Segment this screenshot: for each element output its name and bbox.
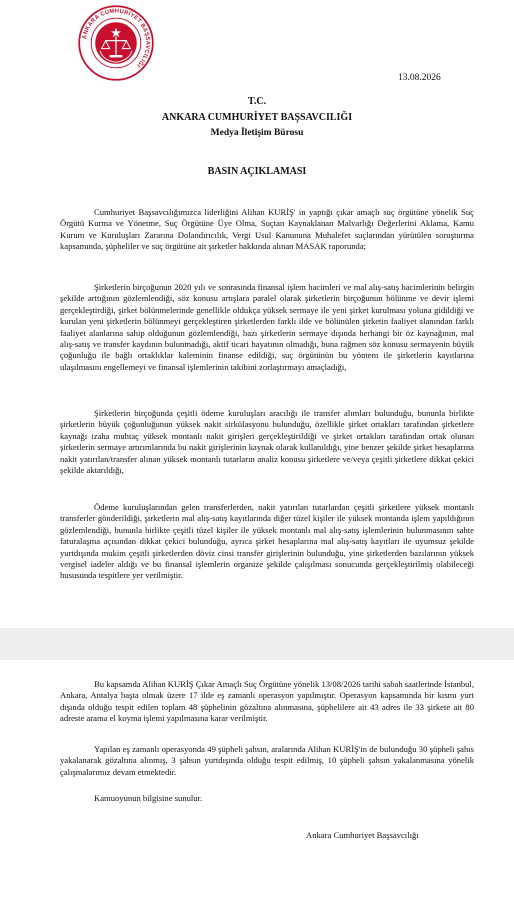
signature-office: Ankara Cumhuriyet Başsavcılığı (306, 830, 419, 840)
paragraph-3: Şirketlerin birçoğunda çeşitli ödeme kuruluşları aracılığı ile transfer alımları bulunduğu, bununla birlikte şirketlerin büyük çoğunluğunun yüksek nakit sirkülasyonu bulunduğu, özellikle şirket ortakları tarafından şirketlere kaynağı izaha muhtaç yüksek montanlı nakit girişleri gerçekleştirildiği ve şirket ortakları tarafından ortak olunan şirketlerin sermaye artırımlarında bu nakit girişlerinin kaynak olarak kullanıldığı, yine benzer şekilde şirket hesaplarına nakit yatırılan/transfer alınan yüksek montanlı tutarların analiz konusu şirketlere ve/veya çeşitli şirketlere dikkat çekici şekilde aktarıldığı, (60, 408, 474, 476)
header-office-name: ANKARA CUMHURİYET BAŞSAVCILIĞI (161, 112, 353, 123)
prosecutor-seal-logo (76, 3, 156, 83)
document-title: BASIN AÇIKLAMASI (207, 166, 307, 177)
header-tc: T.C. (247, 96, 267, 107)
paragraph-7: Kamuoyunun bilgisine sunulur. (94, 793, 203, 803)
paragraph-1: Cumhuriyet Başsavcılığımızca liderliğini Alihan KURİŞ' in yaptığı çıkar amaçlı suç örgütüne yönelik Suç Örgütü Kurma ve Yönetme, Suç Örgütüne Üye Olma, Suçtan Kaynaklanan Malvarlığı Değerlerini Aklama, Kamu Kurum ve Kuruluşları Zararına Dolandırıcılık, Vergi Usul Kanununa Muhalefet suçlarından yürütülen soruşturma kapsamında, şüpheliler ve suç örgütüne ait şirketler hakkında alınan MASAK raporunda; (60, 207, 474, 252)
svg-text:ANKARA CUMHURİYET BAŞSAVCILIĞI: ANKARA CUMHURİYET BAŞSAVCILIĞI (81, 8, 151, 69)
paragraph-5: Bu kapsamda Alihan KURİŞ Çıkar Amaçlı Suç Örgütüne yönelik 13/08/2026 tarihi sabah saatlerinde İstanbul, Ankara, Antalya başta olmak üzere 17 ilde eş zamanlı operasyon yapılmıştır. Operasyon kapsamında bir kısmı yurt dışında olduğu tespit edilen toplam 48 şüphelinin gözaltına alınmasına, şüphelilere ait 43 adres ile 33 şirkete ait 80 adreste arama el koyma işlemi yapılmasına karar verilmiştir. (60, 679, 474, 724)
paragraph-4: Ödeme kuruluşlarından gelen transferlerden, nakit yatırılan tutarlardan çeşitli şirketlere yüksek montanlı transferler gönderildiği, şirketlerin mal alış-satış kayıtlarında diğer tüzel kişiler ile yüksek montanda işlem yapıldığının gözlemlendiği, bununla birlikte çeşitli tüzel kişiler ile yüksek montanlı mal alış-satış işlemlerinin bulunmasının sahte faturalaşma açısından dikkat çekici bulunduğu, ayrıca şirket hesaplarına mal alış-satış kayıtları ile uyumsuz şekilde yurtdışında mukim çeşitli şirketlerden döviz cinsi transfer girişlerinin bulunduğu, yine şirketlerden bazılarının yüksek vergisel iadeler aldığı ve bu finansal işlemlerin organize şekilde çalışılması sonucunda gerçekleştirilmiş olabileceği hususunda tespitlere yer verilmiştir. (60, 502, 474, 581)
header-unit-name: Medya İletişim Bürosu (210, 128, 304, 138)
document-date: 13.08.2026 (398, 73, 441, 83)
document-page-2 (0, 660, 514, 900)
paragraph-2: Şirketlerin birçoğunun 2020 yılı ve sonrasında finansal işlem hacimleri ve mal alış-satış hacimlerinin belirgin şekilde arttığının gözlemlendiği, söz konusu artışlara paralel olarak şirketlerin birçoğunun bölünme ve devir işlemi gerçekleştirdiği, şirket bölünmelerinde genellikle oldukça yüksek sermaye ile yeni şirket kurulması yoluna gidildiği ve kurulan yeni şirketlerin bölünmeyi gerçekleştiren şirketlerden farklı ilde ve bölünülen şirketin faaliyet alanından farklı faaliyet alanlarına sahip olduğunun gözlemlendiği, bazı şirketlerin sermaye dışında herhangi bir öz kaynağının, mal alış-satış ve transfer kaydının bulunmadığı, aktif ticari hayatının olmadığı, buna rağmen söz konusu sermayenin büyük çoğunluğu ile bağlı ortaklıklar kaleminin finanse edildiği, suç örgütünün bu yöntem ile şirketlerin kayıtlarına ulaşılmasını engellemeyi ve finansal işlemlerinin takibini zorlaştırmayı amaçladığı, (60, 282, 474, 372)
page-separator (0, 628, 514, 660)
paragraph-6: Yapılan eş zamanlı operasyonda 49 şüpheli şahsın, aralarında Alihan KURİŞ'in de bulunduğu 30 şüpheli şahıs yakalanarak gözaltına alınmış, 3 şahsın yurtdışında olduğu tespit edilmiş, 10 şüpheli şahsın yakalanmasına yönelik çalışmalarımız devam etmektedir. (60, 744, 474, 777)
